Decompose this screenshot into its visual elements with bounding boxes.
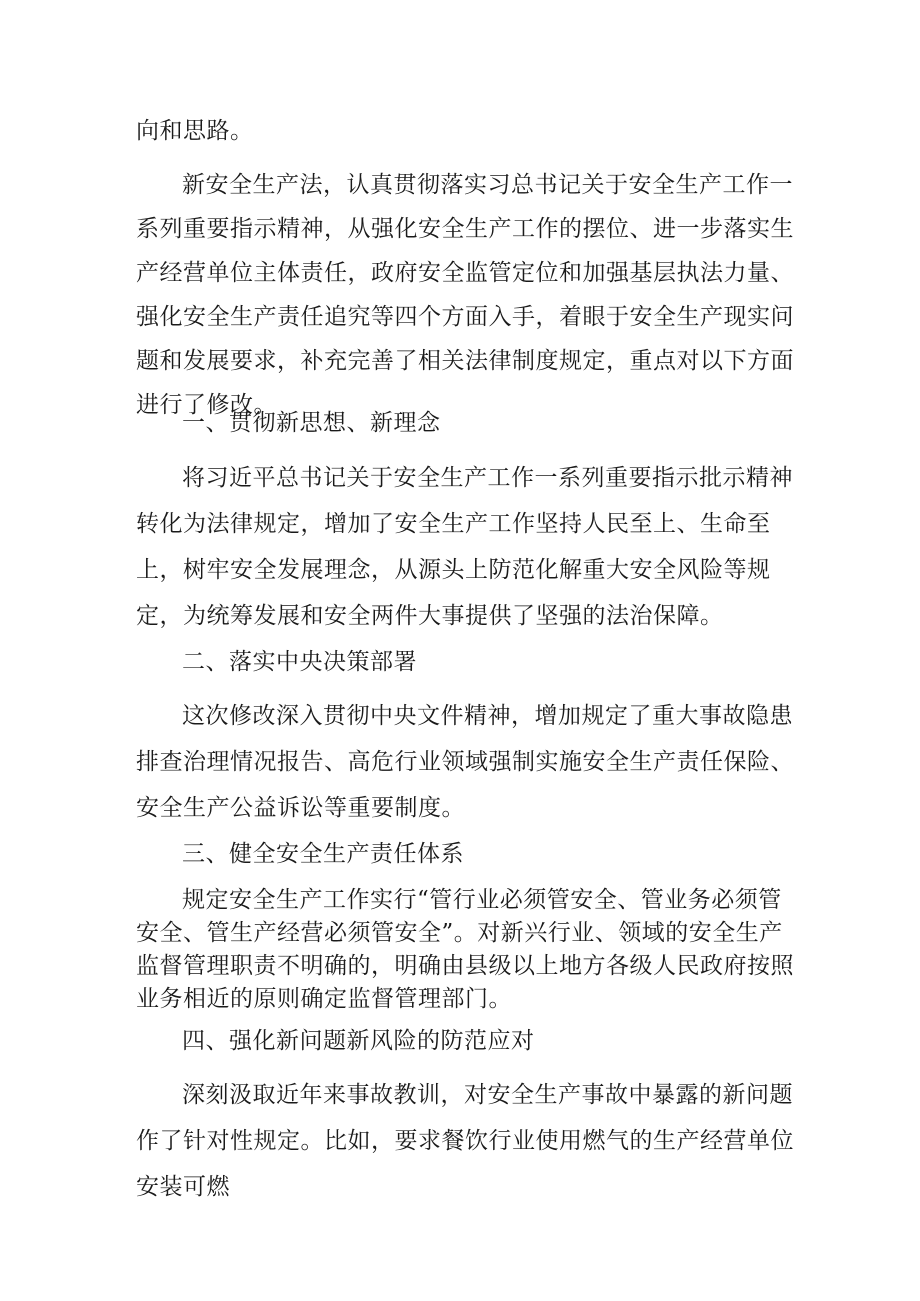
paragraph-continuation: 向和思路。: [136, 118, 254, 144]
section-heading-3: 三、健全安全生产责任体系: [182, 841, 464, 867]
paragraph-section-3: 规定安全生产工作实行“管行业必须管安全、管业务必须管安全、管生产经营必须管安全”。对新兴行业、领域的安全生产监督管理职责不明确的，明确由县级以上地方各级人民政府按照业务相近的原则确定监督管理部门。: [136, 887, 794, 1012]
paragraph-intro: 新安全生产法，认真贯彻落实习总书记关于安全生产工作一系列重要指示精神，从强化安全生产工作的摆位、进一步落实生产经营单位主体责任，政府安全监管定位和加强基层执法力量、强化安全生产责任追究等四个方面入手，着眼于安全生产现实问题和发展要求，补充完善了相关法律制度规定，重点对以下方面进行了修改。: [136, 172, 794, 418]
section-heading-1: 一、贯彻新思想、新理念: [182, 410, 441, 436]
paragraph-section-2: 这次修改深入贯彻中央文件精神，增加规定了重大事故隐患排查治理情况报告、高危行业领域强制实施安全生产责任保险、安全生产公益诉讼等重要制度。: [136, 703, 794, 821]
paragraph-section-1: 将习近平总书记关于安全生产工作一系列重要指示批示精神转化为法律规定，增加了安全生产工作坚持人民至上、生命至上，树牢安全发展理念，从源头上防范化解重大安全风险等规定，为统筹发展和安全两件大事提供了坚强的法治保障。: [136, 465, 793, 629]
section-heading-4: 四、强化新问题新风险的防范应对: [182, 1028, 535, 1054]
paragraph-section-4: 深刻汲取近年来事故教训，对安全生产事故中暴露的新问题作了针对性规定。比如，要求餐饮行业使用燃气的生产经营单位安装可燃: [136, 1082, 794, 1200]
section-heading-2: 二、落实中央决策部署: [182, 649, 417, 675]
